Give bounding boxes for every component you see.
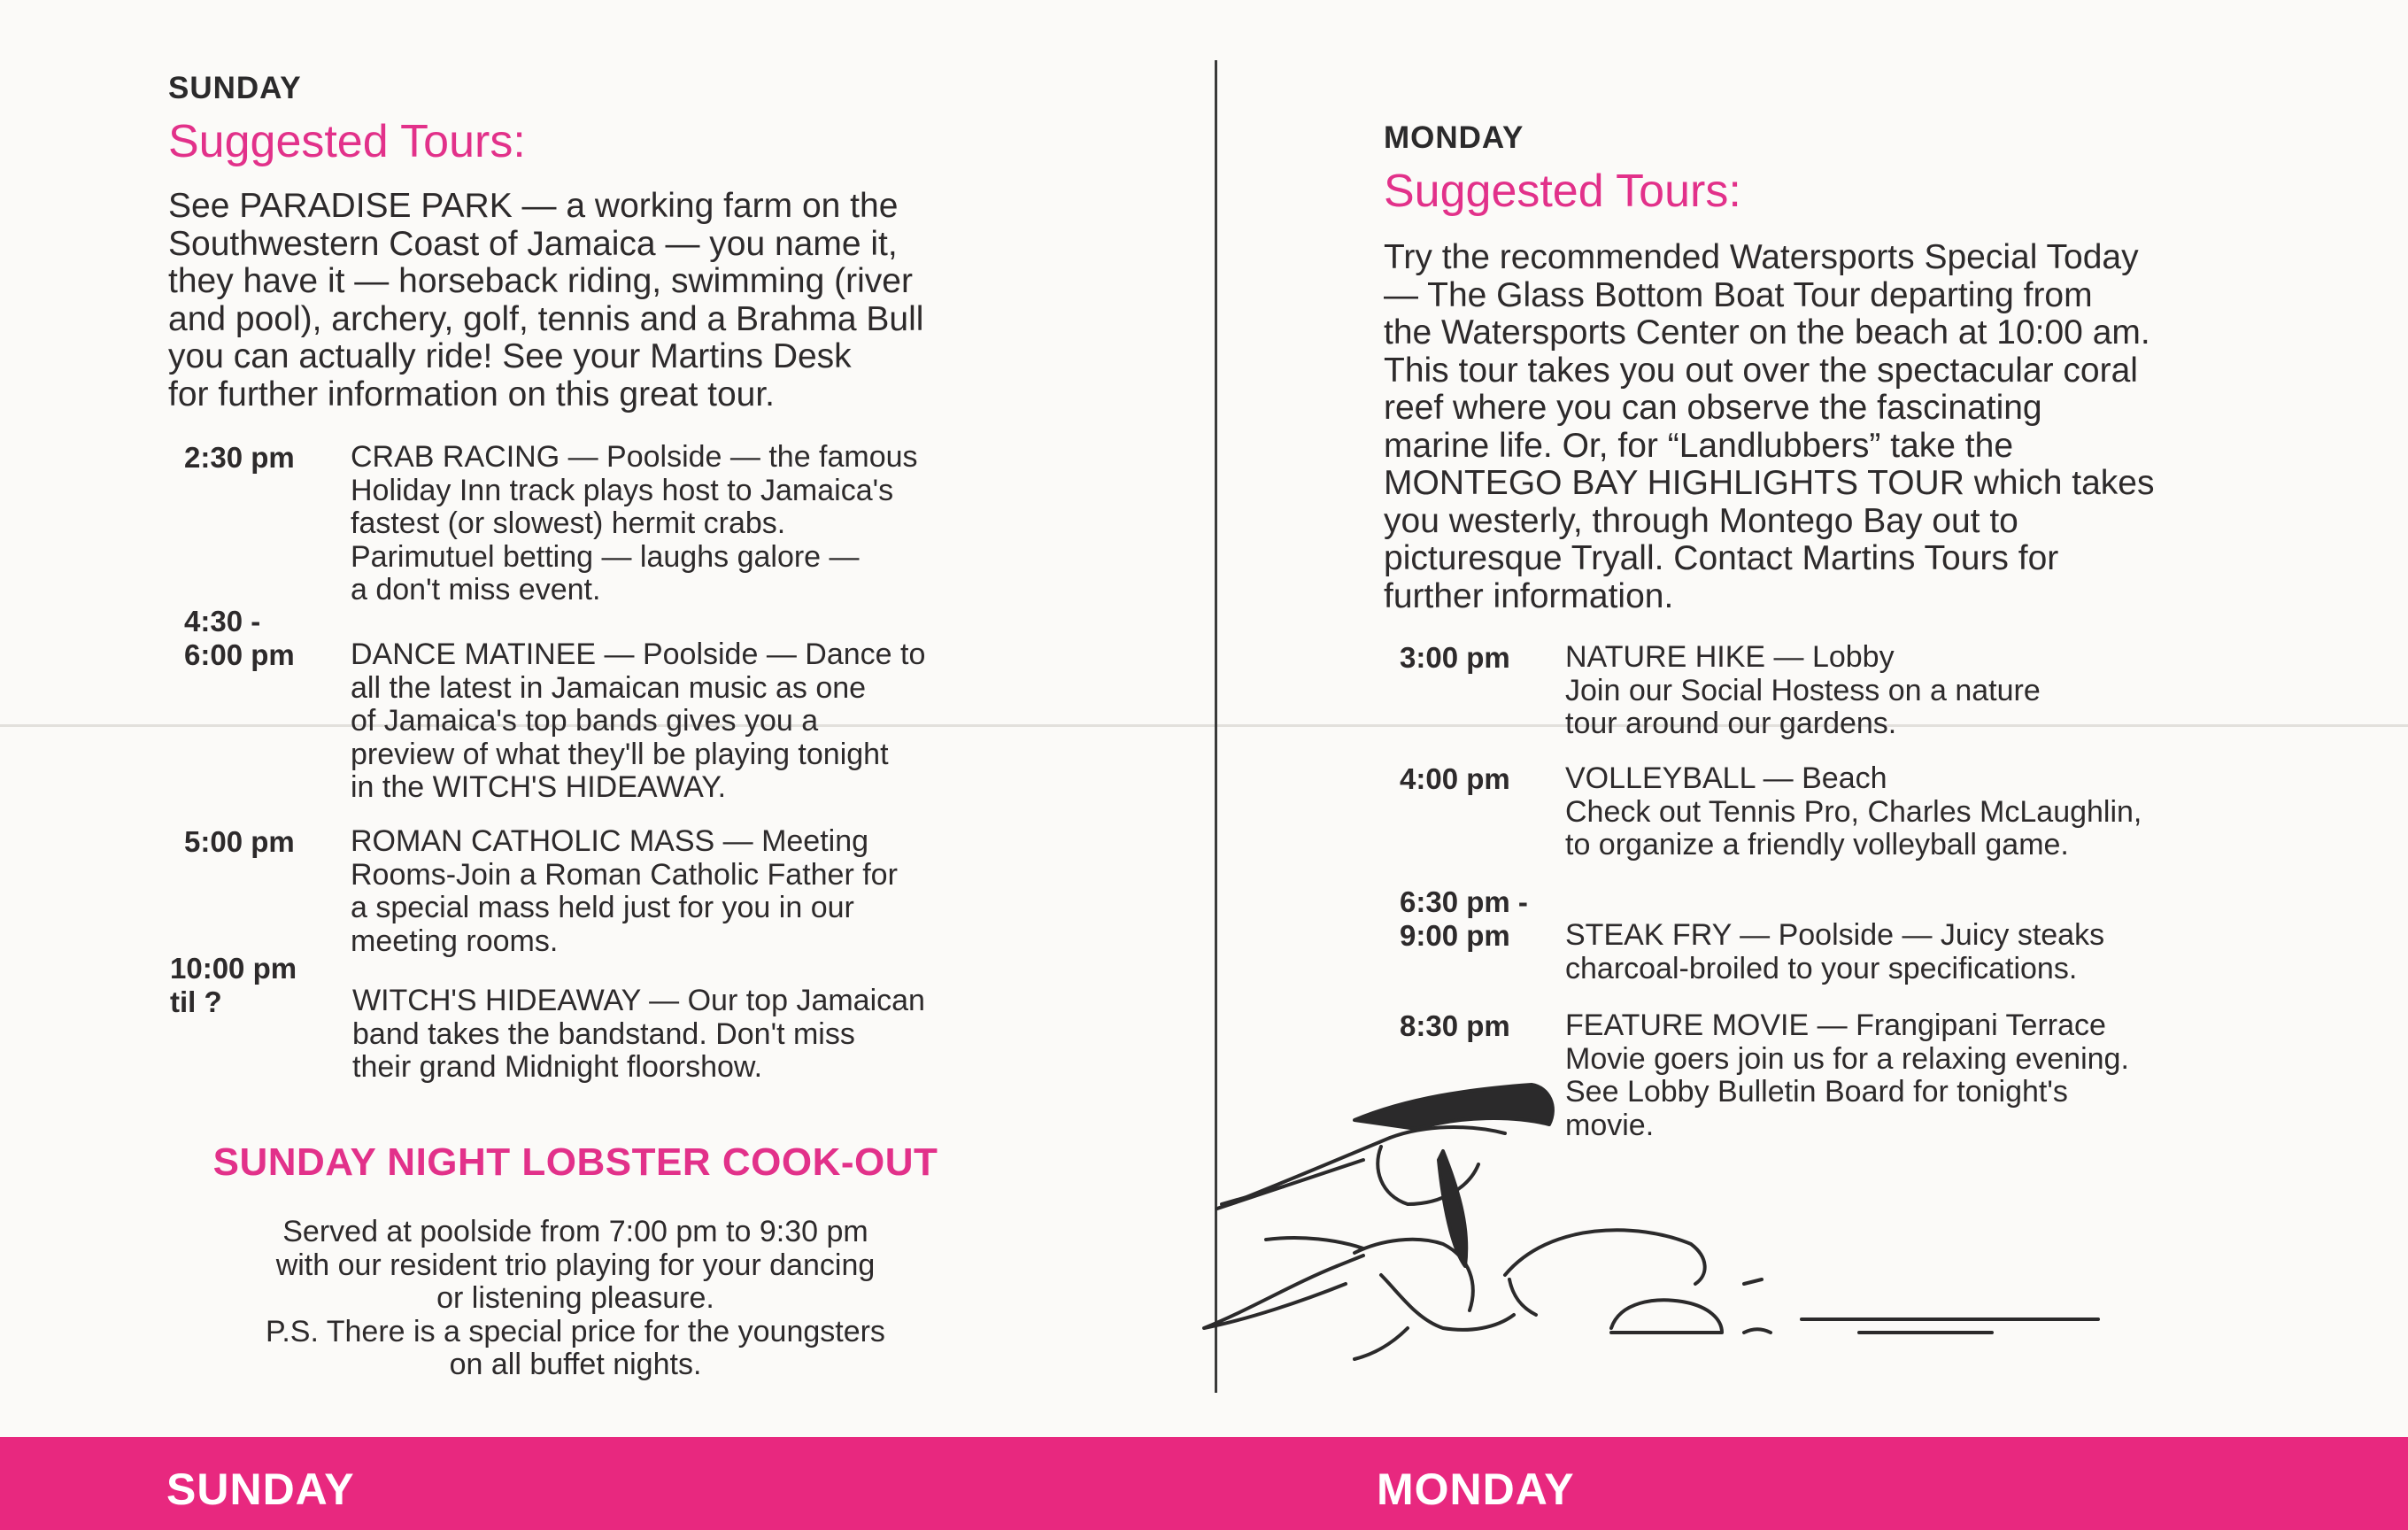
event-description	[351, 825, 898, 958]
desc-line: CRAB RACING — Poolside — the famous	[351, 440, 918, 474]
desc-line: DANCE MATINEE — Poolside — Dance to	[351, 638, 926, 671]
intro-line: and pool), archery, golf, tennis and a Brahma Bull	[168, 299, 924, 338]
time-line: 4:30 -	[184, 605, 261, 638]
time-line: 6:00 pm	[184, 638, 295, 671]
desc-line: movie.	[1565, 1108, 1655, 1142]
intro-line: Southwestern Coast of Jamaica — you name it,	[168, 224, 898, 263]
event-time	[184, 605, 295, 672]
intro-line: This tour takes you out over the spectacular coral	[1384, 351, 2138, 390]
intro-line: — The Glass Bottom Boat Tour departing from	[1384, 275, 2093, 314]
intro-line: marine life. Or, for “Landlubbers” take the	[1384, 426, 2014, 465]
desc-line: VOLLEYBALL — Beach	[1565, 761, 1887, 795]
intro-line: you westerly, through Montego Bay out to	[1384, 501, 2018, 540]
time-line: 4:00 pm	[1400, 762, 1510, 795]
desc-line: to organize a friendly volleyball game.	[1565, 828, 2069, 862]
intro-line: Try the recommended Watersports Special Today	[1384, 238, 2139, 276]
sunday-day-label: SUNDAY	[168, 71, 302, 105]
event-description	[1565, 641, 2041, 741]
desc-line: in the WITCH'S HIDEAWAY.	[351, 770, 727, 804]
event-time	[1400, 885, 1528, 953]
desc-line: fastest (or slowest) hermit crabs.	[351, 506, 786, 540]
lobster-cookout-body	[168, 1216, 983, 1382]
lobster-line: P.S. There is a special price for the youngsters	[266, 1314, 885, 1348]
time-line: 6:30 pm -	[1400, 885, 1528, 918]
sunday-intro-text	[168, 188, 923, 413]
intro-line: the Watersports Center on the beach at 10:00 am.	[1384, 313, 2150, 352]
desc-line: Join our Social Hostess on a nature	[1565, 673, 2041, 707]
desc-line: charcoal-broiled to your specifications.	[1565, 951, 2078, 985]
desc-line: STEAK FRY — Poolside — Juicy steaks	[1565, 918, 2105, 952]
desc-line: band takes the bandstand. Don't miss	[352, 1016, 855, 1051]
desc-line: ROMAN CATHOLIC MASS — Meeting	[351, 824, 869, 858]
event-description	[1565, 762, 2142, 862]
desc-line: of Jamaica's top bands gives you a	[351, 704, 819, 738]
time-line: 3:00 pm	[1400, 641, 1510, 674]
desc-line: Movie goers join us for a relaxing evening.	[1565, 1041, 2129, 1076]
event-time	[1400, 641, 1510, 675]
desc-line: their grand Midnight floorshow.	[352, 1050, 763, 1084]
desc-line: tour around our gardens.	[1565, 707, 1897, 740]
event-description	[351, 638, 925, 805]
intro-line: they have it — horseback riding, swimming (river	[168, 262, 913, 300]
desc-line: meeting rooms.	[351, 923, 559, 958]
sunday-tours-heading: Suggested Tours:	[168, 116, 526, 167]
desc-line: WITCH'S HIDEAWAY — Our top Jamaican	[352, 984, 925, 1017]
monday-tours-heading: Suggested Tours:	[1384, 166, 1741, 217]
intro-line: picturesque Tryall. Contact Martins Tours for	[1384, 539, 2059, 577]
time-line: 10:00 pm	[170, 952, 297, 985]
desc-line: a special mass held just for you in our	[351, 891, 854, 924]
desc-line: Holiday Inn track plays host to Jamaica's	[351, 473, 894, 507]
desc-line: See Lobby Bulletin Board for tonight's	[1565, 1075, 2068, 1109]
event-description	[352, 985, 925, 1085]
lobster-line: or listening pleasure.	[436, 1281, 714, 1315]
desc-line: preview of what they'll be playing tonight	[351, 737, 889, 771]
intro-line: for further information on this great tour.	[168, 375, 776, 413]
footer-monday-label: MONDAY	[1377, 1464, 1575, 1514]
lobster-line: on all buffet nights.	[449, 1348, 702, 1381]
monday-day-label: MONDAY	[1384, 120, 1524, 155]
desc-line: Rooms-Join a Roman Catholic Father for	[351, 857, 898, 892]
event-description	[1565, 919, 2104, 985]
monday-intro-text	[1384, 239, 2154, 615]
event-description	[351, 441, 918, 607]
desc-line: Check out Tennis Pro, Charles McLaughlin,	[1565, 794, 2142, 829]
intro-line: MONTEGO BAY HIGHLIGHTS TOUR which takes	[1384, 464, 2155, 502]
desc-line: NATURE HIKE — Lobby	[1565, 640, 1895, 674]
lobster-cookout-title: SUNDAY NIGHT LOBSTER COOK-OUT	[212, 1140, 938, 1184]
lobster-line: Served at poolside from 7:00 pm to 9:30 pm	[282, 1215, 868, 1248]
time-line: 2:30 pm	[184, 441, 295, 474]
footer-sunday-label: SUNDAY	[166, 1464, 355, 1514]
event-time	[184, 825, 295, 859]
event-time	[1400, 1009, 1510, 1043]
time-line: 5:00 pm	[184, 825, 295, 858]
intro-line: further information.	[1384, 576, 1674, 615]
intro-line: See PARADISE PARK — a working farm on the	[168, 187, 899, 225]
time-line: 9:00 pm	[1400, 919, 1510, 952]
event-time	[1400, 762, 1510, 796]
time-line: til ?	[170, 985, 222, 1018]
event-time	[184, 441, 295, 475]
desc-line: all the latest in Jamaican music as one	[351, 670, 867, 705]
intro-line: reef where you can observe the fascinating	[1384, 389, 2042, 427]
desc-line: a don't miss event.	[351, 573, 601, 607]
intro-line: you can actually ride! See your Martins Desk	[168, 337, 852, 375]
desc-line: Parimutuel betting — laughs galore —	[351, 539, 860, 574]
footer-day-bar	[0, 1437, 2408, 1530]
seagulls-icon	[1177, 1062, 2116, 1381]
time-line: 8:30 pm	[1400, 1009, 1510, 1042]
event-time	[170, 952, 297, 1019]
desc-line: FEATURE MOVIE — Frangipani Terrace	[1565, 1008, 2106, 1042]
lobster-line: with our resident trio playing for your dancing	[275, 1248, 876, 1282]
